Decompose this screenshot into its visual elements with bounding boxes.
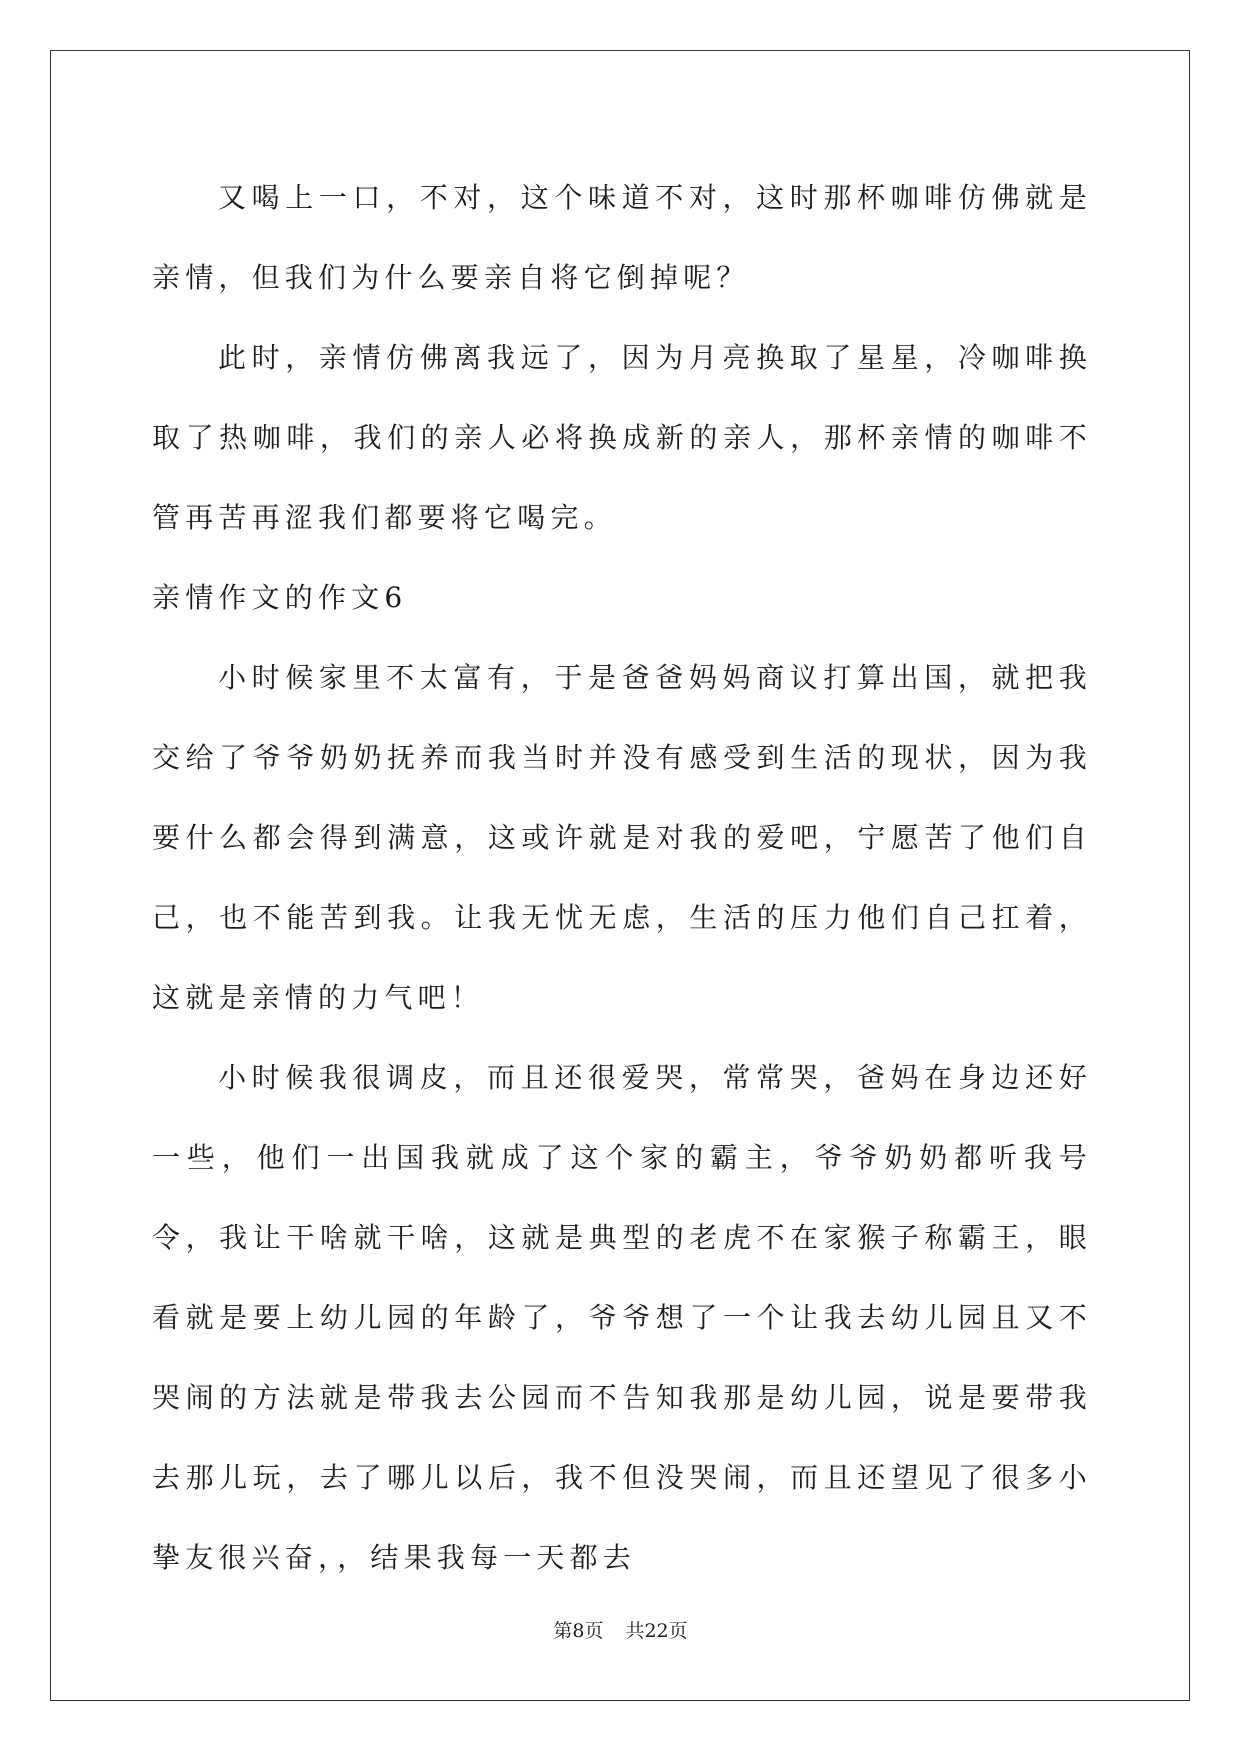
page-number: 第8页	[553, 1620, 604, 1642]
document-body	[152, 158, 1092, 1598]
paragraph: 此时，亲情仿佛离我远了，因为月亮换取了星星，冷咖啡换取了热咖啡，我们的亲人必将换成新的亲人，那杯亲情的咖啡不管再苦再涩我们都要将它喝完。	[152, 341, 1092, 534]
section-heading: 亲情作文的作文6	[152, 581, 408, 614]
page-footer	[0, 1619, 1241, 1643]
page-total: 共22页	[625, 1620, 688, 1642]
paragraph: 小时候家里不太富有，于是爸爸妈妈商议打算出国，就把我交给了爷爷奶奶抚养而我当时并没有感受到生活的现状，因为我要什么都会得到满意，这或许就是对我的爱吧，宁愿苦了他们自己，也不能苦到我。让我无忧无虑，生活的压力他们自己扛着，这就是亲情的力气吧！	[152, 661, 1092, 1014]
paragraph: 又喝上一口，不对，这个味道不对，这时那杯咖啡仿佛就是亲情，但我们为什么要亲自将它倒掉呢？	[152, 181, 1092, 294]
paragraph: 小时候我很调皮，而且还很爱哭，常常哭，爸妈在身边还好一些，他们一出国我就成了这个家的霸主，爷爷奶奶都听我号令，我让干啥就干啥，这就是典型的老虎不在家猴子称霸王，眼看就是要上幼儿园的年龄了，爷爷想了一个让我去幼儿园且又不哭闹的方法就是带我去公园而不告知我那是幼儿园，说是要带我去那儿玩，去了哪儿以后，我不但没哭闹，而且还望见了很多小挚友很兴奋，，结果我每一天都去	[152, 1061, 1092, 1574]
